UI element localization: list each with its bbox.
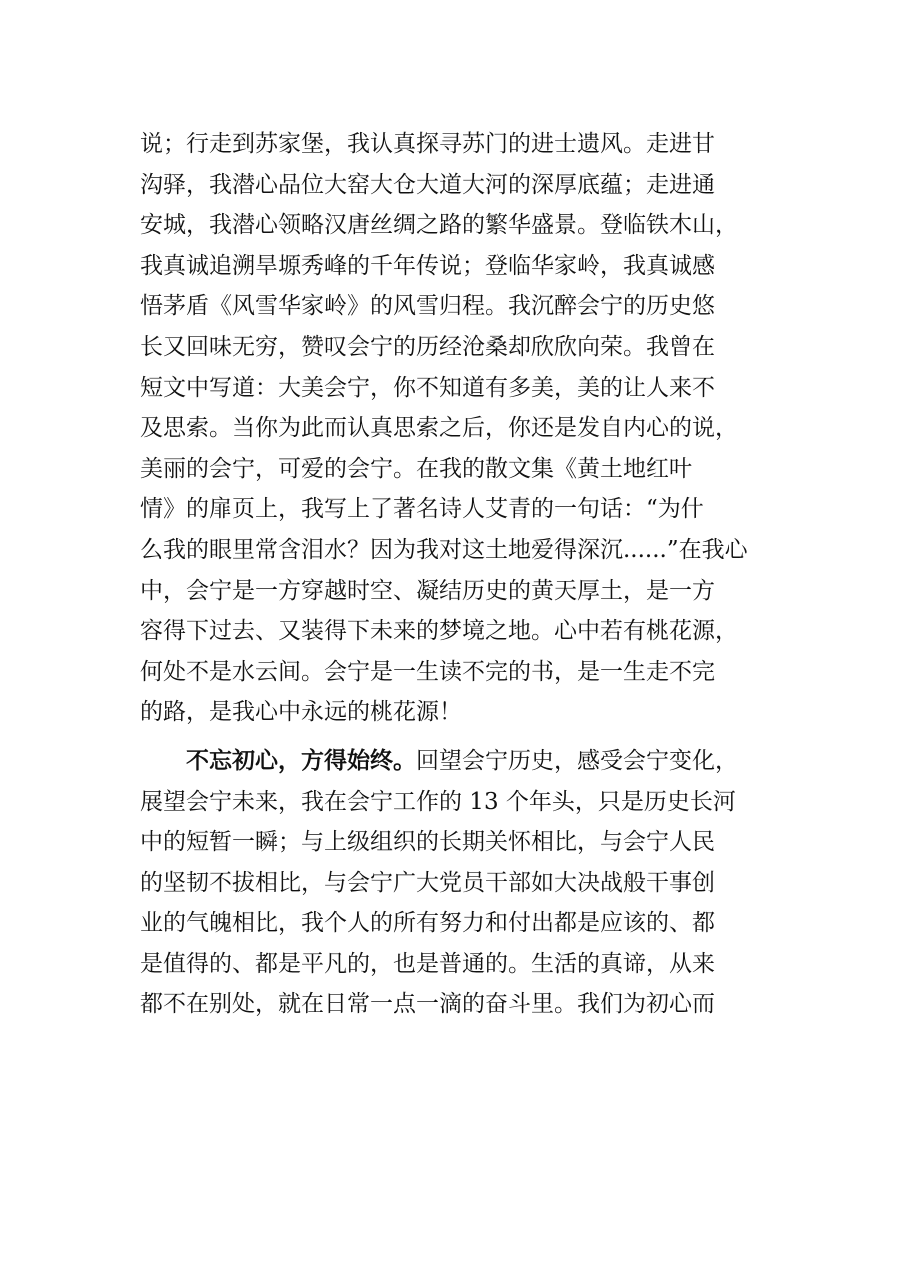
text-line: 悟茅盾《风雪华家岭》的风雪归程。我沉醉会宁的历史悠 [140, 293, 715, 320]
text-line: 业的气魄相比，我个人的所有努力和付出都是应该的、都 [140, 910, 715, 937]
body-text [140, 124, 780, 1025]
text-line: 及思索。当你为此而认真思索之后，你还是发自内心的说， [140, 415, 738, 442]
paragraph-heading: 不忘初心，方得始终。 [186, 747, 416, 774]
text-line: 安城，我潜心领略汉唐丝绸之路的繁华盛景。登临铁木山， [140, 212, 738, 239]
text-line: 何处不是水云间。会宁是一生读不完的书，是一生走不完 [140, 658, 715, 685]
text-line: 情》的扉页上，我写上了著名诗人艾青的一句话：“为什 [140, 496, 704, 523]
text-line: 是值得的、都是平凡的，也是普通的。生活的真谛，从来 [140, 950, 715, 977]
text-line: 么我的眼里常含泪水？因为我对这土地爱得深沉......”在我心 [140, 536, 748, 563]
text-line: 的坚韧不拔相比，与会宁广大党员干部如大决战般干事创 [140, 869, 715, 896]
text-line: 的路，是我心中永远的桃花源！ [140, 699, 462, 726]
text-line: 我真诚追溯旱塬秀峰的千年传说；登临华家岭，我真诚感 [140, 252, 715, 279]
paragraph-2-first-line [140, 741, 780, 782]
paragraph-2 [140, 741, 780, 1025]
text-line: 容得下过去、又装得下未来的梦境之地。心中若有桃花源， [140, 618, 738, 645]
text-line: 美丽的会宁，可爱的会宁。在我的散文集《黄土地红叶 [140, 455, 692, 482]
text-line: 短文中写道：大美会宁，你不知道有多美，美的让人来不 [140, 374, 715, 401]
text-line: 都不在别处，就在日常一点一滴的奋斗里。我们为初心而 [140, 991, 715, 1018]
text-line: 长又回味无穷，赞叹会宁的历经沧桑却欣欣向荣。我曾在 [140, 333, 715, 360]
text-line: 中，会宁是一方穿越时空、凝结历史的黄天厚土，是一方 [140, 577, 715, 604]
text-line: 展望会宁未来，我在会宁工作的 13 个年头，只是历史长河 [140, 788, 736, 815]
text-line: 中的短暂一瞬；与上级组织的长期关怀相比，与会宁人民 [140, 829, 715, 856]
text-line: 沟驿，我潜心品位大窑大仓大道大河的深厚底蕴；走进通 [140, 171, 715, 198]
paragraph-1 [140, 124, 780, 733]
text-span: 回望会宁历史，感受会宁变化， [416, 747, 738, 774]
text-line: 说；行走到苏家堡，我认真探寻苏门的进士遗风。走进甘 [140, 131, 715, 157]
paragraph-gap [140, 733, 780, 741]
